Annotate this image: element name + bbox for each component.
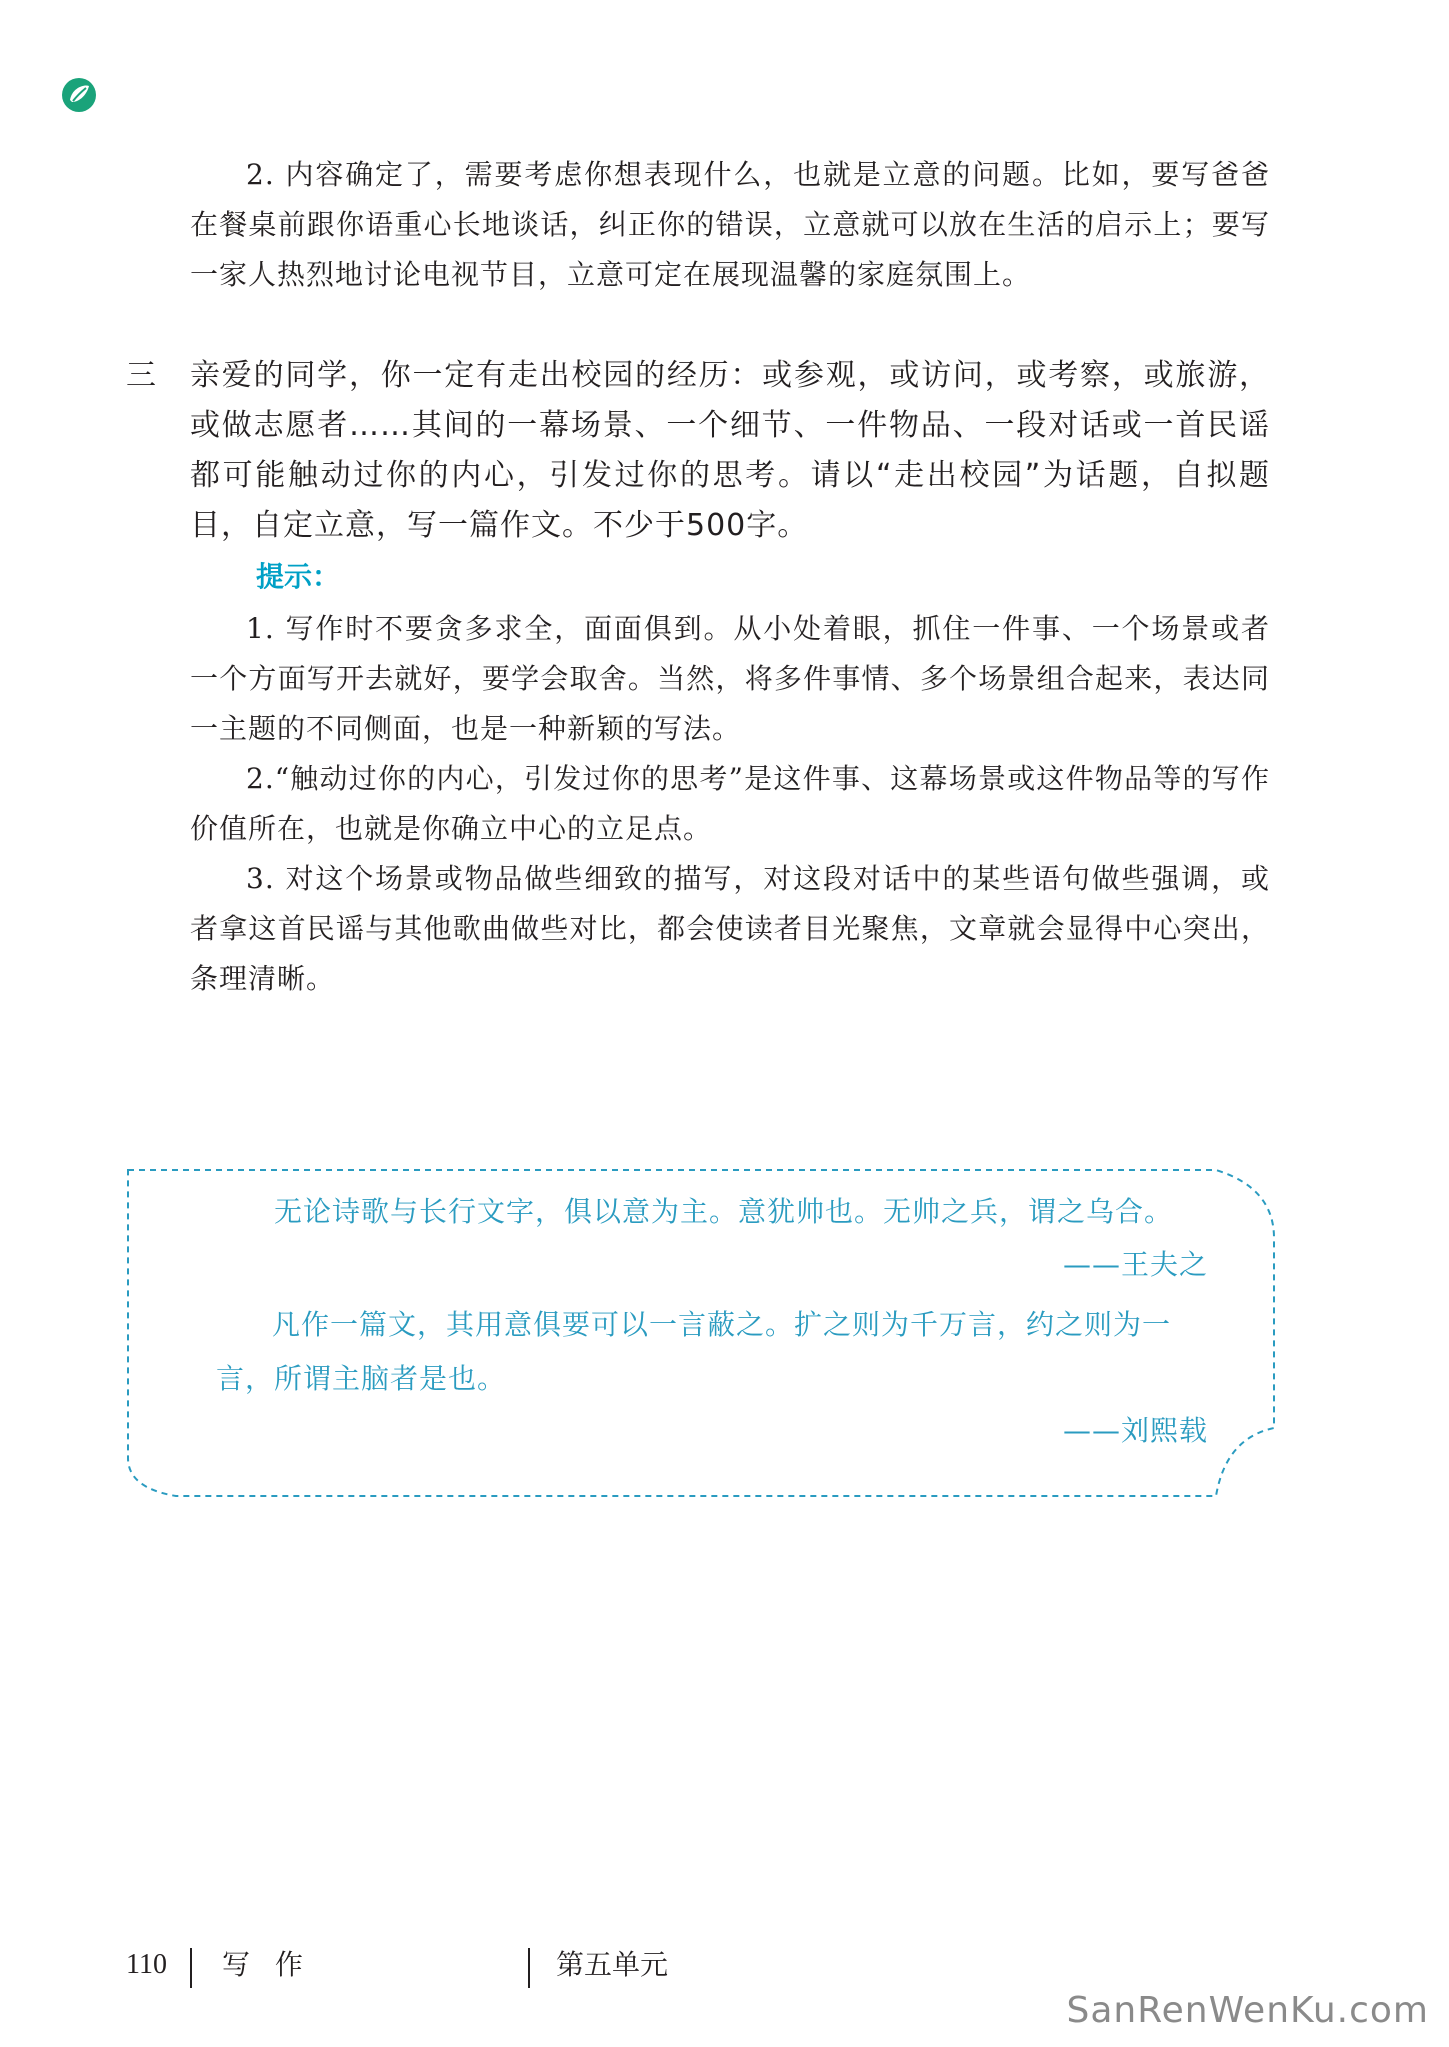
footer-divider [190,1948,192,1988]
paragraph-content-theme: 2. 内容确定了，需要考虑你想表现什么，也就是立意的问题。比如，要写爸爸在餐桌前跟你语重心长地谈话，纠正你的错误，立意就可以放在生活的启示上；要写一家人热烈地讨论电视节目，立意可定在展现温馨的家庭氛围上。 [190,158,1270,291]
watermark: SanRenWenKu.com [1066,1990,1429,2031]
quote-box [126,1168,1276,1498]
hint-title: 提示： [256,560,341,593]
quote-text: 无论诗歌与长行文字，俱以意为主。意犹帅也。无帅之兵，谓之乌合。 [274,1195,1174,1228]
leaf-circle-icon [60,76,98,114]
tip-item: 1. 写作时不要贪多求全，面面俱到。从小处着眼，抓住一件事、一个场景或者一个方面写开去就好，要学会取舍。当然，将多件事情、多个场景组合起来，表达同一主题的不同侧面，也是一种新颖的写法。 [190,612,1270,745]
page-number: 110 [126,1949,167,1980]
quote-author: ——刘熙载 [1062,1414,1208,1447]
quote-author: ——王夫之 [1062,1248,1208,1281]
unit-name: 第五单元 [556,1948,669,1981]
question-number: 三 [126,358,156,393]
footer-divider [528,1948,530,1988]
tip-item: 3. 对这个场景或物品做些细致的描写，对这段对话中的某些语句做些强调，或者拿这首民谣与其他歌曲做些对比，都会使读者目光聚焦，文章就会显得中心突出，条理清晰。 [190,862,1270,995]
question-prompt: 亲爱的同学，你一定有走出校园的经历：或参观，或访问，或考察，或旅游，或做志愿者……其间的一幕场景、一个细节、一件物品、一段对话或一首民谣都可能触动过你的内心，引发过你的思考。请以“走出校园”为话题，自拟题目，自定立意，写一篇作文。不少于500字。 [190,358,1270,543]
section-name: 写 作 [222,1948,311,1981]
quote-text: 凡作一篇文，其用意俱要可以一言蔽之。扩之则为千万言，约之则为一言，所谓主脑者是也。 [216,1308,1172,1395]
tip-item: 2.“触动过你的内心，引发过你的思考”是这件事、这幕场景或这件物品等的写作价值所在，也就是你确立中心的立足点。 [190,762,1270,845]
